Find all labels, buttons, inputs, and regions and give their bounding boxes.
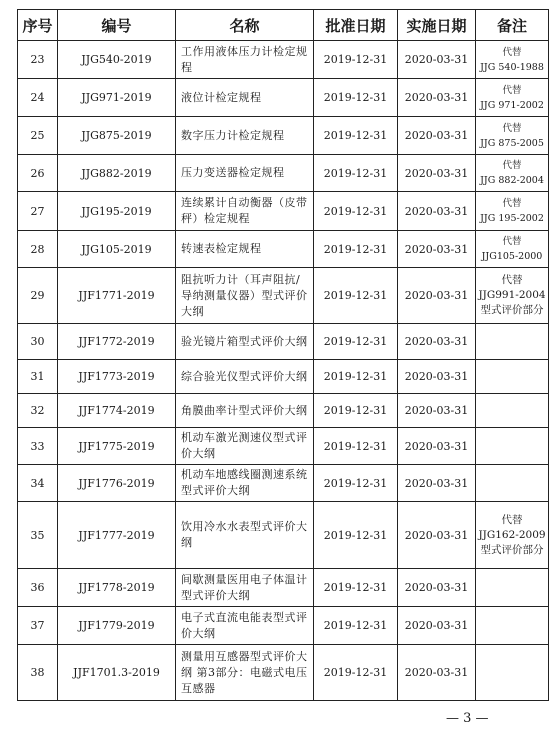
cell-implement-date: 2020-03-31 xyxy=(398,231,476,268)
cell-code: JJG882-2019 xyxy=(58,155,176,192)
standards-table xyxy=(17,9,549,701)
cell-seq: 38 xyxy=(18,645,58,701)
note-line: 代替 xyxy=(501,274,523,286)
cell-seq: 29 xyxy=(18,268,58,324)
cell-seq: 33 xyxy=(18,428,58,465)
cell-approve-date: 2019-12-31 xyxy=(314,79,398,117)
table-row xyxy=(18,79,549,117)
cell-implement-date: 2020-03-31 xyxy=(398,41,476,79)
cell-note xyxy=(476,607,549,645)
cell-implement-date: 2020-03-31 xyxy=(398,569,476,607)
cell-note xyxy=(476,79,549,117)
cell-name: 间歇测量医用电子体温计型式评价大纲 xyxy=(176,569,314,607)
cell-approve-date: 2019-12-31 xyxy=(314,569,398,607)
cell-name: 角膜曲率计型式评价大纲 xyxy=(176,394,314,428)
cell-seq: 37 xyxy=(18,607,58,645)
cell-name: 电子式直流电能表型式评价大纲 xyxy=(176,607,314,645)
cell-seq: 30 xyxy=(18,324,58,360)
cell-code: JJF1701.3-2019 xyxy=(58,645,176,701)
cell-approve-date: 2019-12-31 xyxy=(314,645,398,701)
cell-approve-date: 2019-12-31 xyxy=(314,465,398,502)
cell-code: JJG195-2019 xyxy=(58,192,176,231)
cell-seq: 36 xyxy=(18,569,58,607)
note-line: 代替 xyxy=(502,160,522,171)
cell-name: 转速表检定规程 xyxy=(176,231,314,268)
note-line: JJG 875-2005 xyxy=(480,137,544,149)
table-row xyxy=(18,324,549,360)
note-line: JJG 540-1988 xyxy=(480,61,544,73)
cell-seq: 28 xyxy=(18,231,58,268)
cell-note xyxy=(476,155,549,192)
cell-name: 测量用互感器型式评价大纲 第3部分：电磁式电压互感器 xyxy=(176,645,314,701)
cell-seq: 34 xyxy=(18,465,58,502)
cell-code: JJG875-2019 xyxy=(58,117,176,155)
cell-implement-date: 2020-03-31 xyxy=(398,155,476,192)
cell-implement-date: 2020-03-31 xyxy=(398,360,476,394)
cell-name: 综合验光仪型式评价大纲 xyxy=(176,360,314,394)
cell-approve-date: 2019-12-31 xyxy=(314,231,398,268)
cell-implement-date: 2020-03-31 xyxy=(398,192,476,231)
table-row xyxy=(18,231,549,268)
cell-seq: 27 xyxy=(18,192,58,231)
cell-implement-date: 2020-03-31 xyxy=(398,79,476,117)
note-line: 型式评价部分 xyxy=(480,304,544,316)
cell-seq: 26 xyxy=(18,155,58,192)
cell-note xyxy=(476,428,549,465)
header-seq: 序号 xyxy=(18,10,58,41)
cell-implement-date: 2020-03-31 xyxy=(398,465,476,502)
cell-approve-date: 2019-12-31 xyxy=(314,394,398,428)
cell-seq: 24 xyxy=(18,79,58,117)
cell-implement-date: 2020-03-31 xyxy=(398,394,476,428)
cell-name: 饮用冷水水表型式评价大纲 xyxy=(176,502,314,569)
note-line: 型式评价部分 xyxy=(480,543,544,556)
table-row xyxy=(18,192,549,231)
cell-code: JJF1774-2019 xyxy=(58,394,176,428)
table-row xyxy=(18,268,549,324)
table-row xyxy=(18,502,549,569)
cell-code: JJF1773-2019 xyxy=(58,360,176,394)
cell-code: JJF1772-2019 xyxy=(58,324,176,360)
cell-implement-date: 2020-03-31 xyxy=(398,645,476,701)
table-row xyxy=(18,155,549,192)
table-row xyxy=(18,41,549,79)
cell-name: 压力变送器检定规程 xyxy=(176,155,314,192)
table-row xyxy=(18,428,549,465)
cell-implement-date: 2020-03-31 xyxy=(398,428,476,465)
cell-code: JJF1778-2019 xyxy=(58,569,176,607)
page-number: — 3 — xyxy=(446,711,489,726)
cell-note xyxy=(476,465,549,502)
note-line: 代替 xyxy=(502,122,522,134)
header-name: 名称 xyxy=(176,10,314,41)
cell-implement-date: 2020-03-31 xyxy=(398,502,476,569)
note-line: 代替 xyxy=(502,198,522,209)
note-line: 代替 xyxy=(502,46,522,58)
note-line: 代替 xyxy=(502,84,522,96)
table-body xyxy=(18,41,549,701)
note-line: JJG991-2004 xyxy=(478,289,546,301)
cell-note xyxy=(476,41,549,79)
cell-name: 机动车地感线圈测速系统型式评价大纲 xyxy=(176,465,314,502)
cell-code: JJF1779-2019 xyxy=(58,607,176,645)
cell-implement-date: 2020-03-31 xyxy=(398,268,476,324)
cell-note xyxy=(476,192,549,231)
note-line: JJG 882-2004 xyxy=(480,175,544,186)
cell-seq: 31 xyxy=(18,360,58,394)
header-approve-date: 批准日期 xyxy=(314,10,398,41)
table-row xyxy=(18,465,549,502)
cell-seq: 32 xyxy=(18,394,58,428)
header-note: 备注 xyxy=(476,10,549,41)
cell-code: JJF1777-2019 xyxy=(58,502,176,569)
header-implement-date: 实施日期 xyxy=(398,10,476,41)
cell-implement-date: 2020-03-31 xyxy=(398,117,476,155)
cell-note xyxy=(476,569,549,607)
cell-name: 阻抗听力计（耳声阻抗/导纳测量仪器）型式评价大纲 xyxy=(176,268,314,324)
note-line: JJG162-2009 xyxy=(478,528,546,541)
cell-note xyxy=(476,117,549,155)
cell-code: JJF1775-2019 xyxy=(58,428,176,465)
cell-approve-date: 2019-12-31 xyxy=(314,607,398,645)
cell-seq: 23 xyxy=(18,41,58,79)
header-code: 编号 xyxy=(58,10,176,41)
cell-note xyxy=(476,231,549,268)
cell-implement-date: 2020-03-31 xyxy=(398,607,476,645)
cell-code: JJG105-2019 xyxy=(58,231,176,268)
cell-name: 连续累计自动衡器（皮带秤）检定规程 xyxy=(176,192,314,231)
table-row xyxy=(18,607,549,645)
cell-note xyxy=(476,394,549,428)
cell-approve-date: 2019-12-31 xyxy=(314,324,398,360)
cell-approve-date: 2019-12-31 xyxy=(314,502,398,569)
note-line: JJG 195-2002 xyxy=(480,213,544,224)
cell-seq: 35 xyxy=(18,502,58,569)
cell-implement-date: 2020-03-31 xyxy=(398,324,476,360)
note-line: JJG 971-2002 xyxy=(480,99,544,111)
cell-code: JJG540-2019 xyxy=(58,41,176,79)
cell-seq: 25 xyxy=(18,117,58,155)
note-line: 代替 xyxy=(502,236,522,247)
cell-code: JJF1776-2019 xyxy=(58,465,176,502)
cell-name: 工作用液体压力计检定规程 xyxy=(176,41,314,79)
cell-note xyxy=(476,324,549,360)
table-row xyxy=(18,645,549,701)
cell-approve-date: 2019-12-31 xyxy=(314,117,398,155)
table-row xyxy=(18,360,549,394)
cell-note xyxy=(476,268,549,324)
cell-approve-date: 2019-12-31 xyxy=(314,192,398,231)
cell-name: 液位计检定规程 xyxy=(176,79,314,117)
cell-note xyxy=(476,360,549,394)
cell-name: 数字压力计检定规程 xyxy=(176,117,314,155)
cell-note xyxy=(476,645,549,701)
cell-name: 验光镜片箱型式评价大纲 xyxy=(176,324,314,360)
cell-code: JJG971-2019 xyxy=(58,79,176,117)
table-row xyxy=(18,394,549,428)
header-row xyxy=(18,10,549,41)
table-row xyxy=(18,117,549,155)
cell-approve-date: 2019-12-31 xyxy=(314,41,398,79)
cell-name: 机动车激光测速仪型式评价大纲 xyxy=(176,428,314,465)
table-row xyxy=(18,569,549,607)
cell-approve-date: 2019-12-31 xyxy=(314,268,398,324)
cell-note xyxy=(476,502,549,569)
note-line: 代替 xyxy=(501,513,523,526)
cell-approve-date: 2019-12-31 xyxy=(314,155,398,192)
note-line: JJG105-2000 xyxy=(481,251,543,262)
cell-approve-date: 2019-12-31 xyxy=(314,360,398,394)
cell-code: JJF1771-2019 xyxy=(58,268,176,324)
cell-approve-date: 2019-12-31 xyxy=(314,428,398,465)
